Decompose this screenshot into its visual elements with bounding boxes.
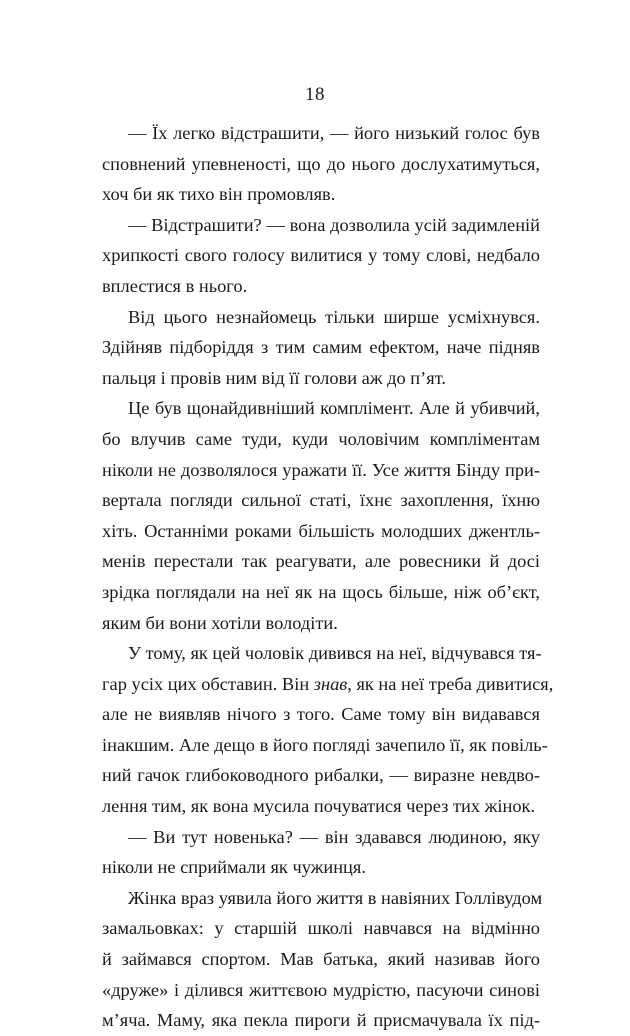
text-line: лення тим, як вона мусила почуватися через тих жінок. — [102, 796, 536, 817]
text-line: але не виявляв нічого з того. Саме тому він видавався — [102, 704, 540, 725]
text-line: менів перестали так реагувати, але ровесники й досі — [102, 551, 540, 572]
text-line: Від цього незнайомець тільки ширше усміхнувся. — [128, 306, 540, 327]
text-line: яким би вони хотіли володіти. — [102, 612, 338, 633]
text-line: й займався спортом. Мав батька, який називав його — [102, 949, 540, 970]
text-line: — Відстрашити? — вона дозволила усій задимленій — [128, 214, 540, 235]
paragraph — [102, 302, 540, 394]
text-line: вплестися в нього. — [102, 275, 248, 296]
paragraph — [102, 393, 540, 638]
text-line: вертала погляди сильної статі, їхнє захоплення, їхню — [102, 490, 540, 511]
body-text — [102, 118, 554, 1036]
text-line: хрипкості свого голосу вилитися у тому слові, недбало — [102, 245, 540, 266]
text-line: Це був щонайдивніший комплімент. Але й убивчий, — [128, 398, 540, 419]
paragraph — [102, 822, 540, 883]
text-line: Жінка враз уявила його життя в навіяних Голлівудом — [128, 887, 543, 908]
text-line: хоч би як тихо він промовляв. — [102, 184, 336, 205]
text-line: зрідка поглядали на неї як на щось більше, ніж об’єкт, — [102, 581, 540, 602]
text-line: — Їх легко відстрашити, — його низький голос був — [128, 123, 540, 143]
emphasis: знав — [313, 673, 348, 694]
text-line: пальця і провів ним від її голови аж до п’ят. — [102, 367, 446, 388]
text-line: ніколи не дозволялося уражати її. Усе життя Бінду при- — [102, 459, 540, 480]
text-line: гар усіх цих обставин. Він знав, як на неї треба дивитися, — [102, 673, 554, 694]
text-line: інакшим. Але дещо в його погляді зачепило її, як повіль- — [102, 734, 548, 755]
text-line: м’яча. Маму, яка пекла пироги й присмачувала їх під- — [102, 1010, 540, 1031]
text-line: ний гачок глибоководного рибалки, — виразне невдво- — [102, 765, 540, 786]
paragraph — [102, 883, 543, 1036]
text-line: замальовках: у старшій школі навчався на відмінно — [102, 918, 540, 939]
text-line: У тому, як цей чоловік дивився на неї, відчувався тя- — [128, 643, 542, 664]
text-line: бо влучив саме туди, куди чоловічим компліментам — [102, 428, 540, 449]
text-line: Здійняв підборіддя з тим самим ефектом, наче підняв — [102, 337, 540, 358]
text-line: ніколи не сприймали як чужинця. — [102, 857, 366, 878]
text-line: — Ви тут новенька? — він здавався людиною, яку — [128, 826, 540, 847]
text-line: сповнений упевненості, що до нього дослухатимуться, — [102, 153, 540, 174]
text-line: «друже» і ділився життєвою мудрістю, пасуючи синові — [102, 979, 540, 1000]
paragraph — [102, 118, 540, 210]
text-line: хіть. Останніми роками більшість молодших джентль- — [102, 520, 540, 541]
page-number: 18 — [305, 84, 325, 105]
paragraph — [102, 210, 540, 302]
paragraph — [102, 638, 554, 822]
